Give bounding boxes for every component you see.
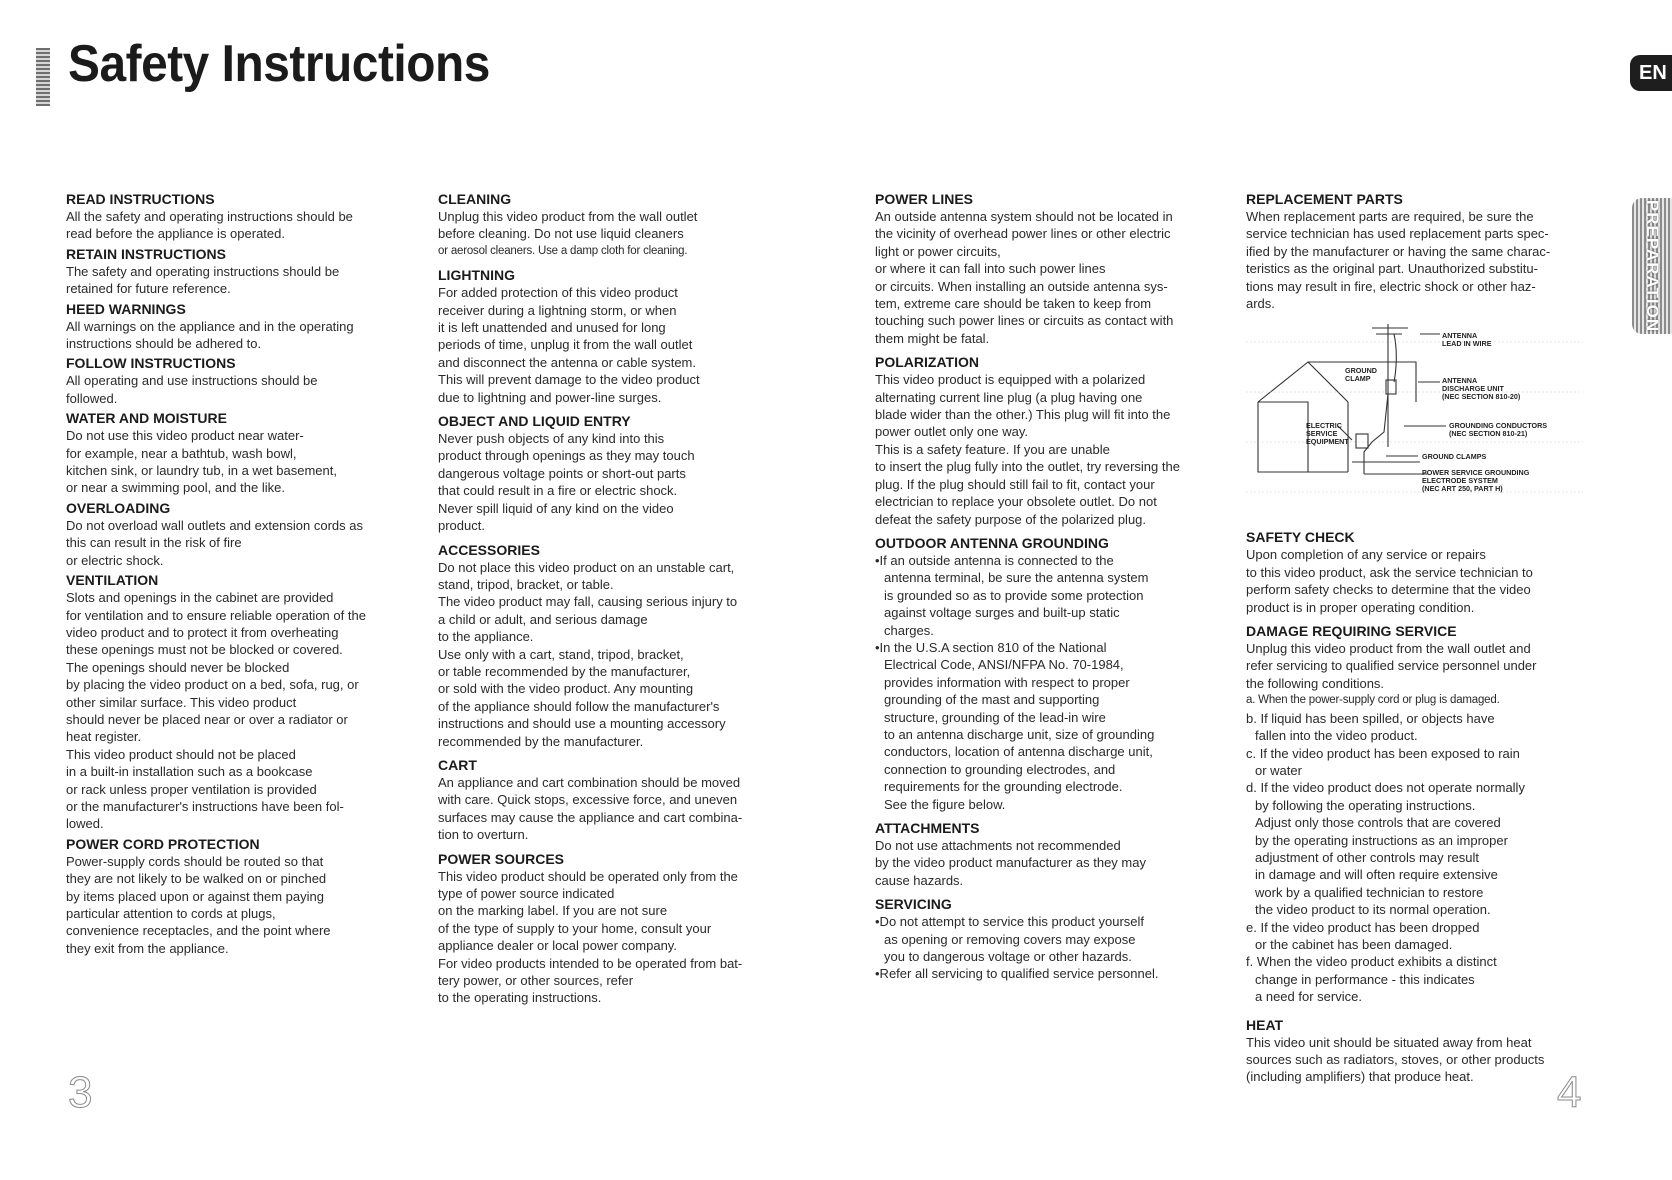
polarization-text-line: to insert the plug fully into the outlet, try reversing the	[875, 459, 1180, 475]
section-lightning	[438, 267, 783, 406]
power-sources-text-line: For video products intended to be operated from bat-	[438, 955, 743, 971]
heed-warnings-text	[66, 318, 411, 353]
replacement-parts-text-line: service technician has used replacement parts spec-	[1246, 226, 1549, 242]
cart-text-line: surfaces may cause the appliance and cart combina-	[438, 809, 743, 825]
replacement-parts-text-line: When replacement parts are required, be sure the	[1246, 209, 1534, 224]
heading-polarization: POLARIZATION	[875, 354, 979, 371]
section-tab	[1632, 198, 1672, 334]
heat-text	[1246, 1034, 1591, 1086]
polarization-text-line: This is a safety feature. If you are unable	[875, 441, 1110, 457]
accessories-text-line: or sold with the video product. Any mounting	[438, 681, 694, 697]
cart-text-line: with care. Quick stops, excessive force, and uneven	[438, 792, 738, 808]
attachments-text-line: cause hazards.	[875, 872, 964, 888]
servicing-bullet-line: •Do not attempt to service this product yourself	[875, 914, 1145, 930]
damage-requiring-service-item-line: b. If liquid has been spilled, or objects have	[1246, 710, 1495, 726]
damage-requiring-service-item	[1246, 710, 1591, 745]
ventilation-text-line: heat register.	[66, 729, 142, 745]
page-title: Safety Instructions	[68, 35, 490, 93]
damage-requiring-service-item-line: change in performance - this indicates	[1255, 971, 1475, 987]
power-lines-text-line: them might be fatal.	[875, 330, 990, 346]
ventilation-text	[66, 589, 411, 833]
diagram-label-line: EQUIPMENT	[1306, 437, 1349, 447]
ventilation-text-line: by placing the video product on a bed, sofa, rug, or	[66, 677, 359, 693]
power-sources-text-line: to the operating instructions.	[438, 990, 602, 1006]
polarization-text-line: electrician to replace your obsolete outlet. Do not	[875, 494, 1157, 510]
lightning-text-line: and disconnect the antenna or cable system.	[438, 354, 696, 370]
diagram-label-line: ELECTRODE SYSTEM	[1422, 476, 1498, 486]
heed-warnings-text-line: All warnings on the appliance and in the operating	[66, 318, 354, 334]
column-4	[1246, 191, 1591, 1086]
power-lines-text-line: tem, extreme care should be taken to keep from	[875, 296, 1152, 312]
diagram-label-line: ELECTRIC	[1306, 421, 1342, 431]
attachments-text	[875, 837, 1220, 889]
diagram-label-line: POWER SERVICE GROUNDING	[1422, 468, 1530, 478]
overloading-text-line: or electric shock.	[66, 552, 164, 568]
replacement-parts-text	[1246, 208, 1591, 312]
damage-requiring-service-item-line: f. When the video product exhibits a distinct	[1246, 954, 1497, 970]
polarization-text-line: defeat the safety purpose of the polarized plug.	[875, 511, 1147, 527]
heading-damage-requiring-service: DAMAGE REQUIRING SERVICE	[1246, 623, 1457, 640]
safety-check-text-line: perform safety checks to determine that the video	[1246, 582, 1531, 598]
outdoor-antenna-grounding-bullet-line: connection to grounding electrodes, and	[884, 761, 1116, 777]
accessories-text-line: stand, tripod, bracket, or table.	[438, 576, 614, 592]
section-power-sources	[438, 851, 783, 1007]
safety-check-text-line: to this video product, ask the service technician to	[1246, 564, 1533, 580]
diagram-label-line: (NEC ART 250, PART H)	[1422, 484, 1503, 494]
attachments-text-line: by the video product manufacturer as they may	[875, 855, 1146, 871]
servicing-bullet	[875, 913, 1220, 965]
damage-requiring-service-item-line: by the operating instructions as an improper	[1255, 832, 1508, 848]
heading-water-and-moisture: WATER AND MOISTURE	[66, 410, 227, 427]
read-instructions-text-line: All the safety and operating instructions should be	[66, 209, 353, 224]
damage-requiring-service-item	[1246, 692, 1591, 709]
heading-lightning: LIGHTNING	[438, 267, 515, 284]
outdoor-antenna-grounding-bullet-line: •In the U.S.A section 810 of the National	[875, 639, 1107, 655]
object-and-liquid-entry-text-line: dangerous voltage points or short-out parts	[438, 465, 686, 481]
damage-requiring-service-item	[1246, 779, 1591, 918]
damage-requiring-service-item	[1246, 953, 1591, 1005]
damage-requiring-service-item-line: a need for service.	[1255, 989, 1362, 1005]
heat-text-line: This video unit should be situated away from heat	[1246, 1034, 1532, 1050]
water-and-moisture-text-line: for example, near a bathtub, wash bowl,	[66, 445, 297, 461]
power-sources-text-line: This video product should be operated only from the	[438, 868, 738, 884]
grounding-diagram	[1246, 322, 1583, 522]
replacement-parts-text-line: teristics as the original part. Unauthorized substitu-	[1246, 261, 1538, 277]
attachments-text-line: Do not use attachments not recommended	[875, 838, 1121, 853]
outdoor-antenna-grounding-bullet	[875, 639, 1220, 813]
water-and-moisture-text-line: kitchen sink, or laundry tub, in a wet basement,	[66, 463, 337, 479]
heat-text-line: (including amplifiers) that produce heat.	[1246, 1069, 1474, 1085]
accessories-text-line: Do not place this video product on an unstable cart,	[438, 559, 735, 575]
outdoor-antenna-grounding-bullet-line: to an antenna discharge unit, size of grounding	[884, 726, 1155, 742]
heed-warnings-text-line: instructions should be adhered to.	[66, 336, 262, 352]
outdoor-antenna-grounding-bullet-line: requirements for the grounding electrode.	[884, 779, 1123, 795]
accessories-text-line: a child or adult, and serious damage	[438, 611, 648, 627]
heading-outdoor-antenna-grounding: OUTDOOR ANTENNA GROUNDING	[875, 534, 1109, 551]
section-accessories	[438, 542, 783, 750]
servicing-bullet-line: •Refer all servicing to qualified service personnel.	[875, 966, 1159, 982]
heading-cart: CART	[438, 756, 477, 773]
heading-servicing: SERVICING	[875, 896, 952, 913]
power-sources-text	[438, 868, 783, 1007]
polarization-text-line: power outlet only one way.	[875, 424, 1028, 440]
diagram-label-electrode	[1422, 469, 1529, 493]
power-lines-text-line: light or power circuits,	[875, 243, 1001, 259]
section-overloading	[66, 500, 411, 569]
accessories-text-line: instructions and should use a mounting accessory	[438, 716, 726, 732]
section-ventilation	[66, 572, 411, 833]
ventilation-text-line: these openings must not be blocked or covered.	[66, 642, 343, 658]
section-object-and-liquid-entry	[438, 413, 783, 534]
replacement-parts-text-line: ards.	[1246, 296, 1275, 312]
outdoor-antenna-grounding-bullet-line: provides information with respect to proper	[884, 674, 1130, 690]
section-heed-warnings	[66, 301, 411, 353]
outdoor-antenna-grounding-bullet	[875, 552, 1220, 639]
heading-heed-warnings: HEED WARNINGS	[66, 300, 186, 317]
column-1	[66, 191, 411, 957]
ventilation-text-line: for ventilation and to ensure reliable operation of the	[66, 607, 366, 623]
follow-instructions-text-line: All operating and use instructions should be	[66, 373, 318, 389]
ventilation-text-line: should never be placed near or over a radiator or	[66, 711, 348, 727]
title-accent-bar	[36, 48, 50, 106]
object-and-liquid-entry-text-line: product.	[438, 518, 485, 534]
power-lines-text-line: touching such power lines or circuits as contact with	[875, 313, 1174, 329]
heading-read-instructions: READ INSTRUCTIONS	[66, 191, 215, 207]
lightning-text-line: For added protection of this video product	[438, 285, 678, 301]
power-cord-protection-text-line: convenience receptacles, and the point where	[66, 923, 331, 939]
diagram-label-line: (NEC SECTION 810-20)	[1442, 392, 1521, 402]
power-cord-protection-text-line: they are not likely to be walked on or pinched	[66, 871, 327, 887]
polarization-text-line: This video product is equipped with a polarized	[875, 372, 1146, 388]
cleaning-text-small-line: or aerosol cleaners. Use a damp cloth for cleaning.	[438, 244, 688, 257]
safety-check-text-line: Upon completion of any service or repairs	[1246, 547, 1486, 563]
servicing-bullet-line: you to dangerous voltage or other hazards.	[884, 949, 1132, 965]
heading-object-and-liquid-entry: OBJECT AND LIQUID ENTRY	[438, 413, 631, 430]
diagram-label-line: SERVICE	[1306, 429, 1338, 439]
water-and-moisture-text	[66, 427, 411, 497]
power-sources-text-line: on the marking label. If you are not sure	[438, 903, 668, 919]
accessories-text-line: The video product may fall, causing serious injury to	[438, 594, 738, 610]
power-cord-protection-text-line: Power-supply cords should be routed so that	[66, 853, 324, 869]
polarization-text-line: plug. If the plug should still fail to fit, contact your	[875, 476, 1155, 492]
servicing-bullet-line: as opening or removing covers may expose	[884, 931, 1136, 947]
read-instructions-text-line: read before the appliance is operated.	[66, 226, 285, 242]
damage-requiring-service-item-line: c. If the video product has been exposed to rain	[1246, 745, 1520, 761]
accessories-text-line: recommended by the manufacturer.	[438, 733, 644, 749]
object-and-liquid-entry-text	[438, 430, 783, 534]
diagram-label-discharge	[1442, 377, 1520, 401]
damage-requiring-service-item	[1246, 745, 1591, 780]
diagram-label-line: DISCHARGE UNIT	[1442, 384, 1504, 394]
section-cleaning	[438, 191, 783, 260]
section-read-instructions	[66, 191, 411, 243]
section-retain-instructions	[66, 246, 411, 298]
outdoor-antenna-grounding-bullet-line: charges.	[884, 622, 934, 638]
section-tab-label: PREPARATION	[1643, 199, 1662, 333]
damage-requiring-service-item-line: in damage and will often require extensive	[1255, 867, 1498, 883]
outdoor-antenna-grounding-bullet-line: See the figure below.	[884, 796, 1006, 812]
diagram-label-line: GROUND	[1345, 366, 1377, 376]
damage-requiring-service-item-line: work by a qualified technician to restore	[1255, 884, 1484, 900]
damage-requiring-service-text	[1246, 640, 1591, 692]
power-sources-text-line: tery power, or other sources, refer	[438, 973, 634, 989]
diagram-label-ground-clamp	[1345, 367, 1377, 383]
section-heat	[1246, 1017, 1591, 1086]
lightning-text-line: This will prevent damage to the video product	[438, 372, 700, 388]
diagram-label-line: (NEC SECTION 810-21)	[1449, 429, 1528, 439]
overloading-text-line: this can result in the risk of fire	[66, 535, 242, 551]
damage-requiring-service-item	[1246, 919, 1591, 954]
power-lines-text-line: An outside antenna system should not be located in	[875, 209, 1173, 224]
damage-requiring-service-text-line: the following conditions.	[1246, 675, 1385, 691]
damage-requiring-service-item-line: a. When the power-supply cord or plug is damaged.	[1246, 694, 1500, 707]
heading-replacement-parts: REPLACEMENT PARTS	[1246, 191, 1403, 207]
lightning-text-line: it is left unattended and unused for long	[438, 320, 666, 336]
object-and-liquid-entry-text-line: Never spill liquid of any kind on the video	[438, 500, 674, 516]
retain-instructions-text-line: The safety and operating instructions should be	[66, 263, 340, 279]
section-servicing	[875, 896, 1220, 983]
heading-safety-check: SAFETY CHECK	[1246, 529, 1355, 546]
replacement-parts-text-line: ified by the manufacturer or having the same charac-	[1246, 243, 1551, 259]
language-tab: EN	[1630, 55, 1672, 91]
polarization-text	[875, 371, 1220, 528]
lightning-text-line: receiver during a lightning storm, or when	[438, 302, 677, 318]
damage-requiring-service-text-line: Unplug this video product from the wall outlet and	[1246, 641, 1531, 657]
damage-requiring-service-item-line: d. If the video product does not operate normally	[1246, 780, 1525, 796]
overloading-text-line: Do not overload wall outlets and extension cords as	[66, 517, 364, 533]
page-number-left: 3	[68, 1068, 93, 1117]
heading-power-cord-protection: POWER CORD PROTECTION	[66, 835, 260, 852]
diagram-label-line: LEAD IN WIRE	[1442, 339, 1492, 349]
heading-power-lines: POWER LINES	[875, 191, 974, 207]
section-power-cord-protection	[66, 836, 411, 957]
safety-check-text	[1246, 546, 1591, 616]
cart-text-line: An appliance and cart combination should be moved	[438, 774, 741, 790]
section-polarization	[875, 354, 1220, 528]
diagram-label-clamps: GROUND CLAMPS	[1422, 452, 1487, 462]
water-and-moisture-text-line: Do not use this video product near water-	[66, 428, 304, 444]
section-cart	[438, 757, 783, 844]
diagram-label-line: CLAMP	[1345, 374, 1371, 384]
damage-requiring-service-item-line: fallen into the video product.	[1255, 728, 1418, 744]
replacement-parts-text-line: tions may result in fire, electric shock or other haz-	[1246, 278, 1536, 294]
safety-check-text-line: product is in proper operating condition.	[1246, 599, 1475, 615]
heading-overloading: OVERLOADING	[66, 499, 171, 516]
power-lines-text-line: the vicinity of overhead power lines or other electric	[875, 226, 1171, 242]
read-instructions-text	[66, 208, 411, 243]
ventilation-text-line: or the manufacturer's instructions have been fol-	[66, 798, 344, 814]
damage-requiring-service-item-line: or the cabinet has been damaged.	[1255, 936, 1453, 952]
outdoor-antenna-grounding-bullet-line: antenna terminal, be sure the antenna system	[884, 570, 1149, 586]
heading-heat: HEAT	[1246, 1016, 1284, 1033]
accessories-text-line: Use only with a cart, stand, tripod, bracket,	[438, 646, 684, 662]
section-water-and-moisture	[66, 410, 411, 497]
servicing-bullet	[875, 965, 1220, 982]
lightning-text-line: due to lightning and power-line surges.	[438, 389, 662, 405]
cleaning-text-line: before cleaning. Do not use liquid cleaners	[438, 226, 684, 242]
section-follow-instructions	[66, 355, 411, 407]
object-and-liquid-entry-text-line: product through openings as they may touch	[438, 448, 695, 464]
outdoor-antenna-grounding-bullet-line: •If an outside antenna is connected to the	[875, 552, 1114, 568]
ventilation-text-line: This video product should not be placed	[66, 746, 296, 762]
accessories-text-line: of the appliance should follow the manufacturer's	[438, 698, 720, 714]
power-cord-protection-text-line: by items placed upon or against them paying	[66, 888, 324, 904]
retain-instructions-text-line: retained for future reference.	[66, 281, 231, 297]
polarization-text-line: alternating current line plug (a plug having one	[875, 389, 1143, 405]
ventilation-text-line: lowed.	[66, 816, 104, 832]
ventilation-text-line: or rack unless proper ventilation is provided	[66, 781, 317, 797]
damage-requiring-service-item-line: Adjust only those controls that are covered	[1255, 815, 1501, 831]
lightning-text	[438, 284, 783, 406]
section-damage-requiring-service	[1246, 623, 1591, 1006]
power-cord-protection-text-line: particular attention to cords at plugs,	[66, 906, 276, 921]
ventilation-text-line: in a built-in installation such as a bookcase	[66, 764, 313, 780]
heading-retain-instructions: RETAIN INSTRUCTIONS	[66, 245, 226, 262]
heading-accessories: ACCESSORIES	[438, 541, 540, 558]
section-power-lines	[875, 191, 1220, 347]
cleaning-text-line: Unplug this video product from the wall outlet	[438, 209, 698, 224]
damage-requiring-service-item-line: or water	[1255, 762, 1302, 778]
page-number-right: 4	[1557, 1068, 1582, 1117]
power-lines-text	[875, 208, 1220, 347]
follow-instructions-text-line: followed.	[66, 390, 118, 406]
retain-instructions-text	[66, 263, 411, 298]
ventilation-text-line: The openings should never be blocked	[66, 659, 290, 675]
damage-requiring-service-text-line: refer servicing to qualified service personnel under	[1246, 658, 1537, 674]
outdoor-antenna-grounding-bullet-line: structure, grounding of the lead-in wire	[884, 709, 1106, 725]
overloading-text	[66, 517, 411, 569]
damage-requiring-service-item-line: adjustment of other controls may result	[1255, 849, 1479, 865]
outdoor-antenna-grounding-bullet-line: Electrical Code, ANSI/NFPA No. 70-1984,	[884, 657, 1124, 673]
polarization-text-line: blade wider than the other.) This plug will fit into the	[875, 407, 1171, 423]
outdoor-antenna-grounding-bullet-line: against voltage surges and built-up static	[884, 605, 1120, 621]
outdoor-antenna-grounding-bullet-line: is grounded so as to provide some protection	[884, 587, 1144, 603]
diagram-label-electric	[1306, 422, 1349, 446]
power-cord-protection-text-line: they exit from the appliance.	[66, 940, 229, 956]
follow-instructions-text	[66, 372, 411, 407]
power-lines-text-line: or where it can fall into such power lines	[875, 261, 1106, 277]
water-and-moisture-text-line: or near a swimming pool, and the like.	[66, 480, 285, 496]
heading-ventilation: VENTILATION	[66, 572, 159, 589]
diagram-label-line: ANTENNA	[1442, 331, 1478, 341]
diagram-label-conductors	[1449, 422, 1547, 438]
power-sources-text-line: appliance dealer or local power company.	[438, 938, 677, 954]
heading-cleaning: CLEANING	[438, 191, 512, 207]
object-and-liquid-entry-text-line: that could result in a fire or electric shock.	[438, 483, 678, 499]
accessories-text	[438, 559, 783, 750]
cart-text	[438, 774, 783, 844]
damage-requiring-service-item-line: the video product to its normal operation.	[1255, 902, 1491, 918]
ventilation-text-line: Slots and openings in the cabinet are provided	[66, 590, 334, 606]
diagram-label-line: GROUNDING CONDUCTORS	[1449, 421, 1548, 431]
accessories-text-line: or table recommended by the manufacturer,	[438, 663, 691, 679]
outdoor-antenna-grounding-bullet-line: grounding of the mast and supporting	[884, 692, 1100, 708]
heading-power-sources: POWER SOURCES	[438, 850, 565, 867]
column-2	[438, 191, 783, 1007]
section-outdoor-antenna-grounding	[875, 535, 1220, 813]
power-cord-protection-text	[66, 853, 411, 957]
object-and-liquid-entry-text-line: Never push objects of any kind into this	[438, 431, 665, 447]
section-replacement-parts	[1246, 191, 1591, 312]
diagram-label-antenna-lead	[1442, 332, 1492, 348]
cart-text-line: tion to overturn.	[438, 827, 529, 843]
damage-requiring-service-item-line: by following the operating instructions.	[1255, 797, 1476, 813]
heading-follow-instructions: FOLLOW INSTRUCTIONS	[66, 355, 236, 372]
heat-text-line: sources such as radiators, stoves, or other products	[1246, 1052, 1545, 1067]
cleaning-text	[438, 208, 783, 243]
section-safety-check	[1246, 529, 1591, 616]
cleaning-text-small	[438, 243, 783, 260]
section-attachments	[875, 820, 1220, 889]
ventilation-text-line: other similar surface. This video product	[66, 694, 297, 710]
outdoor-antenna-grounding-bullet-line: conductors, location of antenna discharge unit,	[884, 744, 1153, 760]
damage-requiring-service-item-line: e. If the video product has been dropped	[1246, 919, 1480, 935]
heading-attachments: ATTACHMENTS	[875, 820, 980, 836]
column-3	[875, 191, 1220, 983]
power-sources-text-line: of the type of supply to your home, consult your	[438, 920, 712, 936]
ventilation-text-line: video product and to protect it from overheating	[66, 624, 339, 640]
power-sources-text-line: type of power source indicated	[438, 886, 615, 901]
lightning-text-line: periods of time, unplug it from the wall outlet	[438, 337, 693, 353]
diagram-label-line: ANTENNA	[1442, 376, 1478, 386]
accessories-text-line: to the appliance.	[438, 629, 534, 645]
power-lines-text-line: or circuits. When installing an outside antenna sys-	[875, 278, 1168, 294]
